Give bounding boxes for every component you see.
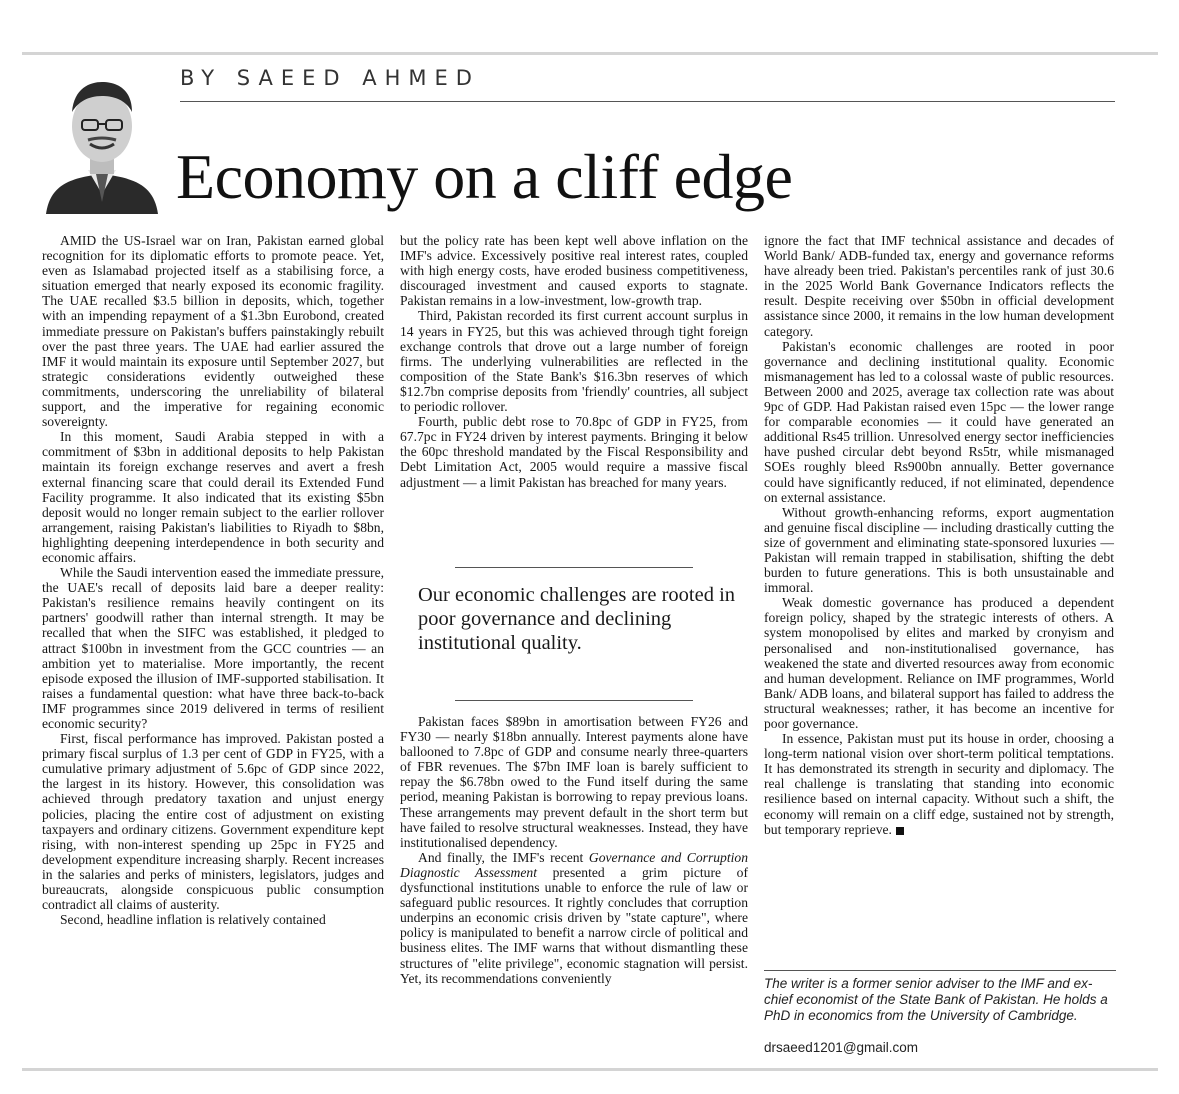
bottom-border <box>22 1068 1158 1071</box>
byline: BY SAEED AHMED <box>180 66 480 90</box>
pull-quote-text: Our economic challenges are rooted in poor governance and declining institutional quality. <box>418 584 736 654</box>
column-2-bottom <box>400 714 748 986</box>
column-2-top <box>400 233 748 490</box>
paragraph <box>764 731 1114 837</box>
author-email[interactable]: drsaeed1201@gmail.com <box>764 1040 919 1055</box>
paragraph-lead: And finally, the IMF's recent <box>418 849 589 865</box>
byline-rule <box>180 101 1115 102</box>
paragraph: Pakistan's economic challenges are rooted in poor governance and declining institutional quality. Economic mismanagement has led to a colossal waste of public resources. Between 2000 and 2025, average tax collection rate was about 9pc of GDP. Had Pakistan raised even 15pc — the lower range for comparable economies — it could have generated an additional Rs45 trillion. Unresolved energy sector inefficiencies have pushed circular debt beyond Rs5tr, while mismanaged SOEs roughly bleed Rs900bn annually. Better governance could have significantly reduced, if not eliminated, dependence on external assistance. <box>764 338 1114 505</box>
column-1 <box>42 233 384 927</box>
paragraph: ignore the fact that IMF technical assistance and decades of World Bank/ ADB-funded tax, energy and governance reforms have already been tried. Pakistan's percentiles rank of just 30.6 in the 2025 World Bank Governance Indicators reflects the result. Despite receiving over $50bn in official development assistance since 2000, it remains in the low human development category. <box>764 233 1114 339</box>
pull-quote <box>400 567 748 703</box>
paragraph: Third, Pakistan recorded its first current account surplus in 14 years in FY25, but this was achieved through tight foreign exchange controls that drove out a large number of foreign firms. The underlying vulnerabilities are reflected in the composition of the State Bank's $16.3bn reserves of which $12.7bn comprise deposits from 'friendly' countries, all subject to periodic rollover. <box>400 308 748 415</box>
headline: Economy on a cliff edge <box>176 141 793 212</box>
paragraph: While the Saudi intervention eased the immediate pressure, the UAE's recall of deposits laid bare a deeper reality: Pakistan's resilience remains heavily contingent on its partners' goodwill rather than internal strength. It may be recalled that when the SIFC was established, it pledged to attract $100bn in investment from the GCC countries — an ambition yet to materialise. More importantly, the recent episode exposed the illusion of IMF-supported stabilisation. It raises a fundamental question: what have three back-to-back IMF programmes since 2019 delivered in terms of resilient economic security? <box>42 565 384 731</box>
end-mark <box>896 827 904 835</box>
paragraph <box>400 850 748 986</box>
column-3 <box>764 233 1114 837</box>
closing-text: In essence, Pakistan must put its house in order, choosing a long-term national vision over short-term political temptations. It has demonstrated its strength in security and diplomacy. The real challenge is translating that standing into economic resilience based on internal capacity. Without such a shift, the economy will remain on a cliff edge, sustained not by strength, but temporary reprieve. <box>764 731 1114 837</box>
paragraph: Fourth, public debt rose to 70.8pc of GDP in FY25, from 67.7pc in FY24 driven by interest payments. Bringing it below the 60pc threshold mandated by the Fiscal Responsibility and Debt Limitation Act, 2005 would require a massive fiscal adjustment — a limit Pakistan has breached for many years. <box>400 414 748 490</box>
paragraph: Pakistan faces $89bn in amortisation between FY26 and FY30 — nearly $18bn annually. Interest payments alone have ballooned to 7.8pc of GDP and consume nearly three-quarters of FBR revenues. The $7bn IMF loan is barely sufficient to repay the $6.78bn owed to the Fund itself during the same period, meaning Pakistan is borrowing to repay previous loans. These arrangements may prevent default in the short term but have failed to resolve structural weaknesses. Instead, they have institutionalised dependency. <box>400 714 748 850</box>
pull-quote-rule-bottom <box>455 700 693 701</box>
paragraph: AMID the US-Israel war on Iran, Pakistan earned global recognition for its diplomatic efforts to promote peace. Yet, even as Islamabad projected itself as a stabilising force, a situation emerged that nearly exposed its economic fragility. The UAE recalled $3.5 billion in deposits, which, together with an impending repayment of a $1.3bn Eurobond, created immediate pressure on Pakistan's buffers painstakingly rebuilt over the past three years. The UAE had earlier assured the IMF it would maintain its exposure until September 2027, but strategic considerations evidently outweighed these commitments, underscoring the unreliability of bilateral support, and the imperative for regaining economic sovereignty. <box>42 233 384 430</box>
pull-quote-rule-top <box>455 567 693 568</box>
paragraph: Without growth-enhancing reforms, export augmentation and genuine fiscal discipline — including drastically cutting the size of government and eliminating state-sponsored luxuries — Pakistan will remain trapped in stabilisation, shifting the debt burden to future generations. This is both unsustainable and immoral. <box>764 504 1114 596</box>
footer-rule <box>764 970 1116 971</box>
paragraph-rest: presented a grim picture of dysfunctional institutions unable to enforce the rule of law or safeguard public resources. It rightly concludes that corruption underpins an economic crisis driven by "state capture", where policy is manipulated to benefit a narrow circle of political and business elites. The IMF warns that without dismantling these structures of "elite privilege", economic stagnation will persist. Yet, its recommendations conveniently <box>400 864 748 986</box>
author-note: The writer is a former senior adviser to the IMF and ex-chief economist of the State Bank of Pakistan. He holds a PhD in economics from the University of Cambridge. <box>764 976 1108 1023</box>
paragraph: Weak domestic governance has produced a dependent foreign policy, shaped by the strategic interests of others. A system monopolised by elites and marked by cronyism and personalised and non-institutionalised governance, has weakened the state and diverted resources away from economic and human development. Reliance on IMF programmes, World Bank/ ADB loans, and bilateral support has failed to address the structural weaknesses; rather, it has become an incentive for poor governance. <box>764 595 1114 731</box>
author-portrait <box>38 66 166 214</box>
report-title: Governance and Corruption Diagnostic Assessment <box>400 849 748 880</box>
paragraph: Second, headline inflation is relatively contained <box>60 912 326 928</box>
paragraph: First, fiscal performance has improved. Pakistan posted a primary fiscal surplus of 1.3 per cent of GDP in FY25, with a cumulative primary adjustment of 5.6pc of GDP since 2022, the largest in its history. However, this consolidation was achieved through predatory taxation and unjust energy policies, placing the entire cost of adjustment on existing taxpayers and ordinary citizens. Government expenditure kept rising, with non-interest spending up 25pc in FY25 and development expenditure increasing sharply. Recent increases in the salaries and perks of ministers, legislators, judges and bureaucrats, alongside conspicuous public consumption contradict all claims of austerity. <box>42 731 384 913</box>
paragraph: but the policy rate has been kept well above inflation on the IMF's advice. Excessively positive real interest rates, coupled with high energy costs, have eroded business competitiveness, discouraged investment and caused exports to stagnate. Pakistan remains in a low-investment, low-growth trap. <box>400 233 748 309</box>
top-border <box>22 52 1158 55</box>
paragraph: In this moment, Saudi Arabia stepped in with a commitment of $3bn in additional deposits to help Pakistan maintain its foreign exchange reserves and avert a fresh external financing scare that could derail its Extended Fund Facility programme. It also indicated that its existing $5bn deposit would no longer remain subject to the earlier rollover arrangement, raising Pakistan's liabilities to Riyadh to $8bn, highlighting deepening interdependence in both security and economic affairs. <box>42 429 384 565</box>
